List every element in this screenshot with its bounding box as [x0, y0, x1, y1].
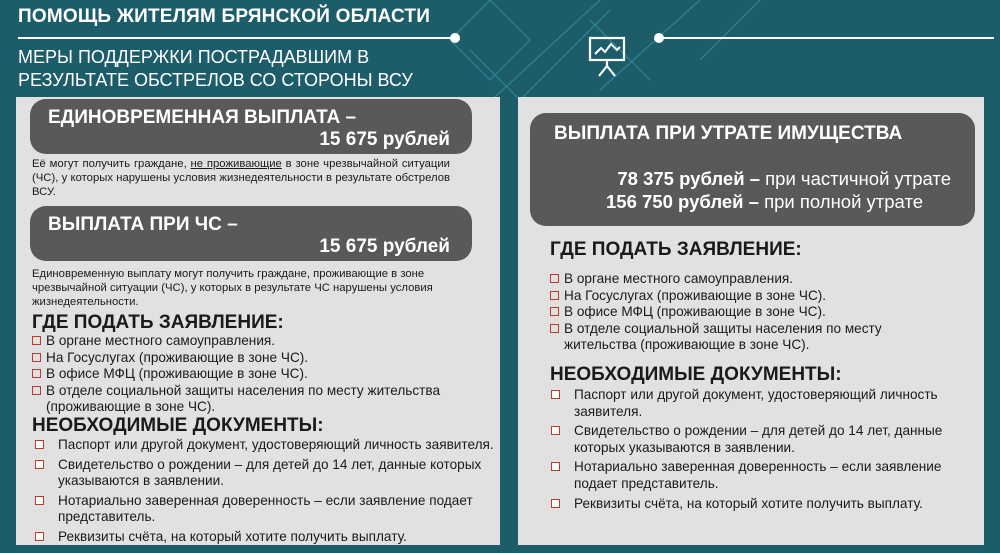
left-docs-heading: НЕОБХОДИМЫЕ ДОКУМЕНТЫ:: [32, 415, 324, 436]
emergency-payment-description: Единовременную выплату могут получить граждане, проживающие в зоне чрезвычайной ситуации (ЧС), у которых в результате ЧС нарушены условия жизнедеятельности.: [32, 268, 433, 308]
partial-loss-label: при частичной утрате: [760, 168, 951, 189]
list-item: [32, 383, 472, 416]
desc-part-2: в зоне чрезвычайной ситуации (ЧС), у которых нарушены условия жизнедеятельности в результате обстрелов ВСУ.: [32, 158, 450, 198]
right-where-heading: ГДЕ ПОДАТЬ ЗАЯВЛЕНИЕ:: [550, 239, 802, 260]
list-item: [550, 321, 955, 354]
right-docs-heading: НЕОБХОДИМЫЕ ДОКУМЕНТЫ:: [550, 364, 842, 385]
list-item-text: На Госуслугах (проживающие в зоне ЧС).: [46, 349, 309, 365]
checkbox-bullet-icon: [32, 369, 41, 378]
full-loss-label: при полной утрате: [758, 191, 923, 212]
full-loss-amount: 156 750 рублей –: [606, 191, 759, 212]
checkbox-bullet-icon: [551, 499, 560, 508]
checkbox-bullet-icon: [551, 426, 560, 435]
list-item: [32, 350, 472, 367]
left-where-heading: ГДЕ ПОДАТЬ ЗАЯВЛЕНИЕ:: [32, 312, 284, 333]
list-item: [550, 288, 955, 305]
emergency-payment-heading: ВЫПЛАТА ПРИ ЧС –: [48, 214, 238, 235]
list-item-text: На Госуслугах (проживающие в зоне ЧС).: [564, 287, 827, 303]
checkbox-bullet-icon: [551, 390, 560, 399]
list-item: [32, 493, 504, 526]
right-docs-list: [548, 387, 958, 515]
page-title: ПОМОЩЬ ЖИТЕЛЯМ БРЯНСКОЙ ОБЛАСТИ: [18, 6, 431, 27]
presentation-chart-icon: [588, 36, 628, 78]
full-loss-line: [606, 191, 923, 213]
left-docs-list: [32, 437, 504, 549]
list-item-text: В отделе социальной защиты населения по месту жительства (проживающие в зоне ЧС).: [46, 382, 441, 415]
subtitle-line-1: МЕРЫ ПОДДЕРЖКИ ПОСТРАДАВШИМ В: [18, 47, 370, 67]
emergency-payment-banner: [30, 206, 472, 261]
one-time-payment-banner: [30, 99, 472, 154]
list-item-text: Нотариально заверенная доверенность – если заявление подает представитель.: [574, 459, 942, 491]
list-item-text: В отделе социальной защиты населения по месту жительства (проживающие в зоне ЧС).: [564, 320, 882, 353]
one-time-payment-heading: ЕДИНОВРЕМЕННАЯ ВЫПЛАТА –: [48, 107, 357, 128]
checkbox-bullet-icon: [550, 291, 559, 300]
list-item-text: Паспорт или другой документ, удостоверяющий личность заявителя.: [58, 437, 494, 452]
list-item-text: В органе местного самоуправления.: [564, 271, 794, 286]
left-where-list: [32, 333, 472, 416]
list-item: [550, 271, 955, 288]
desc-underlined: не проживающие: [190, 158, 282, 170]
list-item: [548, 459, 958, 492]
list-item-text: Нотариально заверенная доверенность – если заявление подает представитель.: [58, 492, 473, 525]
title-divider-dot: [450, 33, 460, 43]
right-where-list: [550, 271, 955, 354]
list-item-text: В офисе МФЦ (проживающие в зоне ЧС).: [46, 366, 308, 382]
emergency-payment-amount: 15 675 рублей: [319, 236, 450, 257]
list-item: [32, 437, 504, 454]
page-subtitle: [18, 46, 413, 92]
list-item-text: Свидетельство о рождении – для детей до 14 лет, данные которых указываются в заявлении.: [574, 423, 943, 455]
checkbox-bullet-icon: [35, 460, 44, 469]
list-item: [548, 423, 958, 456]
list-item: [548, 387, 958, 420]
checkbox-bullet-icon: [35, 532, 44, 541]
partial-loss-line: [617, 168, 951, 190]
property-loss-banner: [530, 113, 975, 226]
desc-part-1: Её могут получить граждане,: [32, 158, 191, 170]
subtitle-line-2: РЕЗУЛЬТАТЕ ОБСТРЕЛОВ СО СТОРОНЫ ВСУ: [18, 70, 413, 90]
checkbox-bullet-icon: [550, 324, 559, 333]
list-item-text: Реквизиты счёта, на который хотите получить выплату.: [574, 495, 923, 511]
list-item-text: В органе местного самоуправления.: [46, 333, 276, 348]
list-item: [32, 333, 472, 350]
checkbox-bullet-icon: [32, 386, 41, 395]
list-item: [32, 529, 504, 546]
list-item-text: Паспорт или другой документ, удостоверяющий личность заявителя.: [574, 387, 938, 419]
list-item-text: Реквизиты счёта, на который хотите получить выплату.: [58, 528, 407, 544]
checkbox-bullet-icon: [32, 353, 41, 362]
list-item: [548, 496, 958, 513]
checkbox-bullet-icon: [550, 307, 559, 316]
right-divider: [660, 37, 994, 39]
checkbox-bullet-icon: [35, 496, 44, 505]
list-item: [32, 457, 504, 490]
one-time-payment-amount: 15 675 рублей: [319, 129, 450, 150]
list-item-text: В офисе МФЦ (проживающие в зоне ЧС).: [564, 304, 826, 320]
partial-loss-amount: 78 375 рублей –: [617, 168, 761, 189]
checkbox-bullet-icon: [551, 462, 560, 471]
checkbox-bullet-icon: [35, 440, 44, 449]
list-item: [32, 366, 472, 383]
property-loss-heading: ВЫПЛАТА ПРИ УТРАТЕ ИМУЩЕСТВА: [554, 123, 903, 144]
checkbox-bullet-icon: [32, 336, 41, 345]
title-divider: [18, 37, 453, 39]
list-item-text: Свидетельство о рождении – для детей до 14 лет, данные которых указываются в заявлении.: [58, 456, 482, 489]
list-item: [550, 304, 955, 321]
one-time-payment-description: [32, 157, 450, 199]
checkbox-bullet-icon: [550, 274, 559, 283]
